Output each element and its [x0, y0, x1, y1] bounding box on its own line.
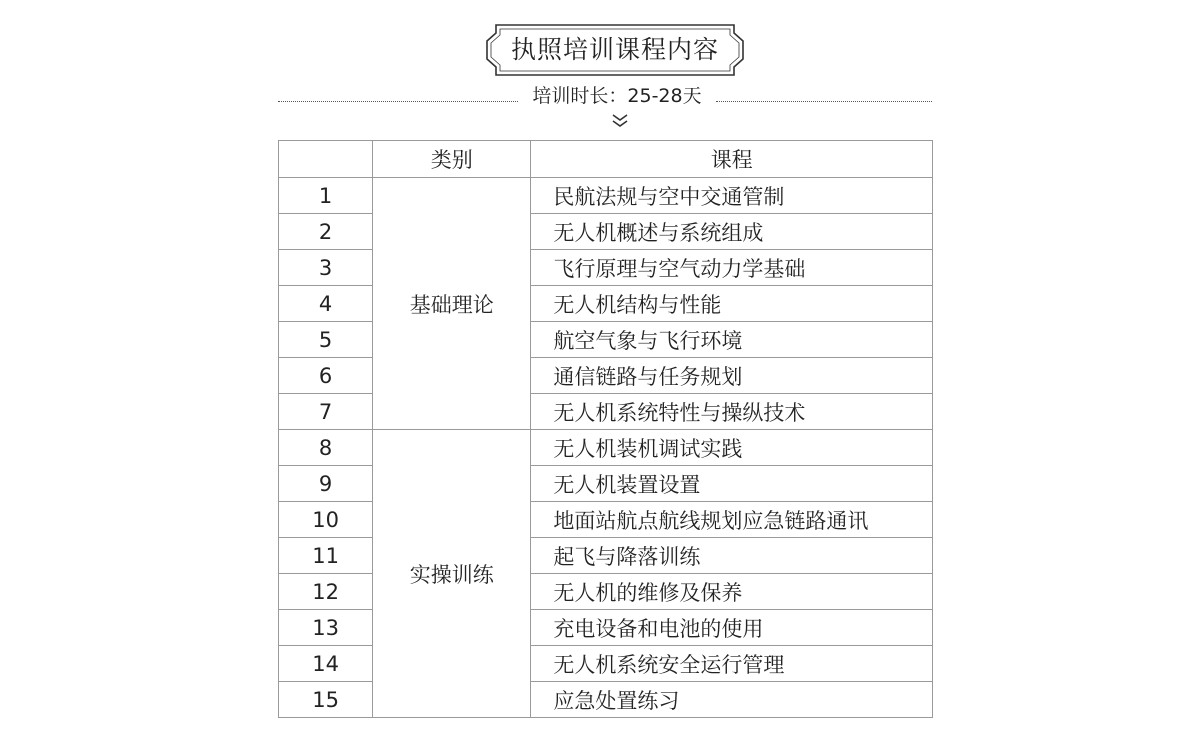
course-name: 无人机装置设置 — [531, 466, 933, 502]
table-row — [279, 430, 933, 466]
header-course: 课程 — [531, 141, 933, 178]
table-header-row — [279, 141, 933, 178]
row-number: 5 — [279, 322, 373, 358]
page-title: 执照培训课程内容 — [510, 35, 719, 64]
table-row — [279, 178, 933, 214]
header-number — [279, 141, 373, 178]
row-number: 9 — [279, 466, 373, 502]
course-name: 地面站航点航线规划应急链路通讯 — [531, 502, 933, 538]
row-number: 7 — [279, 394, 373, 430]
course-name: 民航法规与空中交通管制 — [531, 178, 933, 214]
row-number: 8 — [279, 430, 373, 466]
row-number: 3 — [279, 250, 373, 286]
title-badge — [482, 24, 748, 76]
course-table — [278, 140, 933, 718]
row-number: 4 — [279, 286, 373, 322]
double-chevron-down-icon — [610, 112, 630, 130]
dotted-divider-left — [278, 101, 518, 102]
row-number: 6 — [279, 358, 373, 394]
course-name: 无人机的维修及保养 — [531, 574, 933, 610]
course-name: 无人机结构与性能 — [531, 286, 933, 322]
dotted-divider-right — [716, 101, 932, 102]
course-name: 无人机系统安全运行管理 — [531, 646, 933, 682]
training-duration: 培训时长：25-28天 — [532, 85, 702, 107]
course-name: 起飞与降落训练 — [531, 538, 933, 574]
row-number: 13 — [279, 610, 373, 646]
course-name: 通信链路与任务规划 — [531, 358, 933, 394]
course-name: 应急处置练习 — [531, 682, 933, 718]
row-number: 15 — [279, 682, 373, 718]
course-name: 无人机概述与系统组成 — [531, 214, 933, 250]
row-number: 10 — [279, 502, 373, 538]
row-number: 14 — [279, 646, 373, 682]
course-name: 无人机系统特性与操纵技术 — [531, 394, 933, 430]
course-name: 无人机装机调试实践 — [531, 430, 933, 466]
header-category: 类别 — [373, 141, 531, 178]
row-number: 11 — [279, 538, 373, 574]
course-name: 飞行原理与空气动力学基础 — [531, 250, 933, 286]
row-number: 12 — [279, 574, 373, 610]
subtitle-row — [278, 82, 932, 110]
row-number: 2 — [279, 214, 373, 250]
course-name: 航空气象与飞行环境 — [531, 322, 933, 358]
course-name: 充电设备和电池的使用 — [531, 610, 933, 646]
category-basic-theory: 基础理论 — [373, 178, 531, 430]
row-number: 1 — [279, 178, 373, 214]
category-practical-training: 实操训练 — [373, 430, 531, 718]
